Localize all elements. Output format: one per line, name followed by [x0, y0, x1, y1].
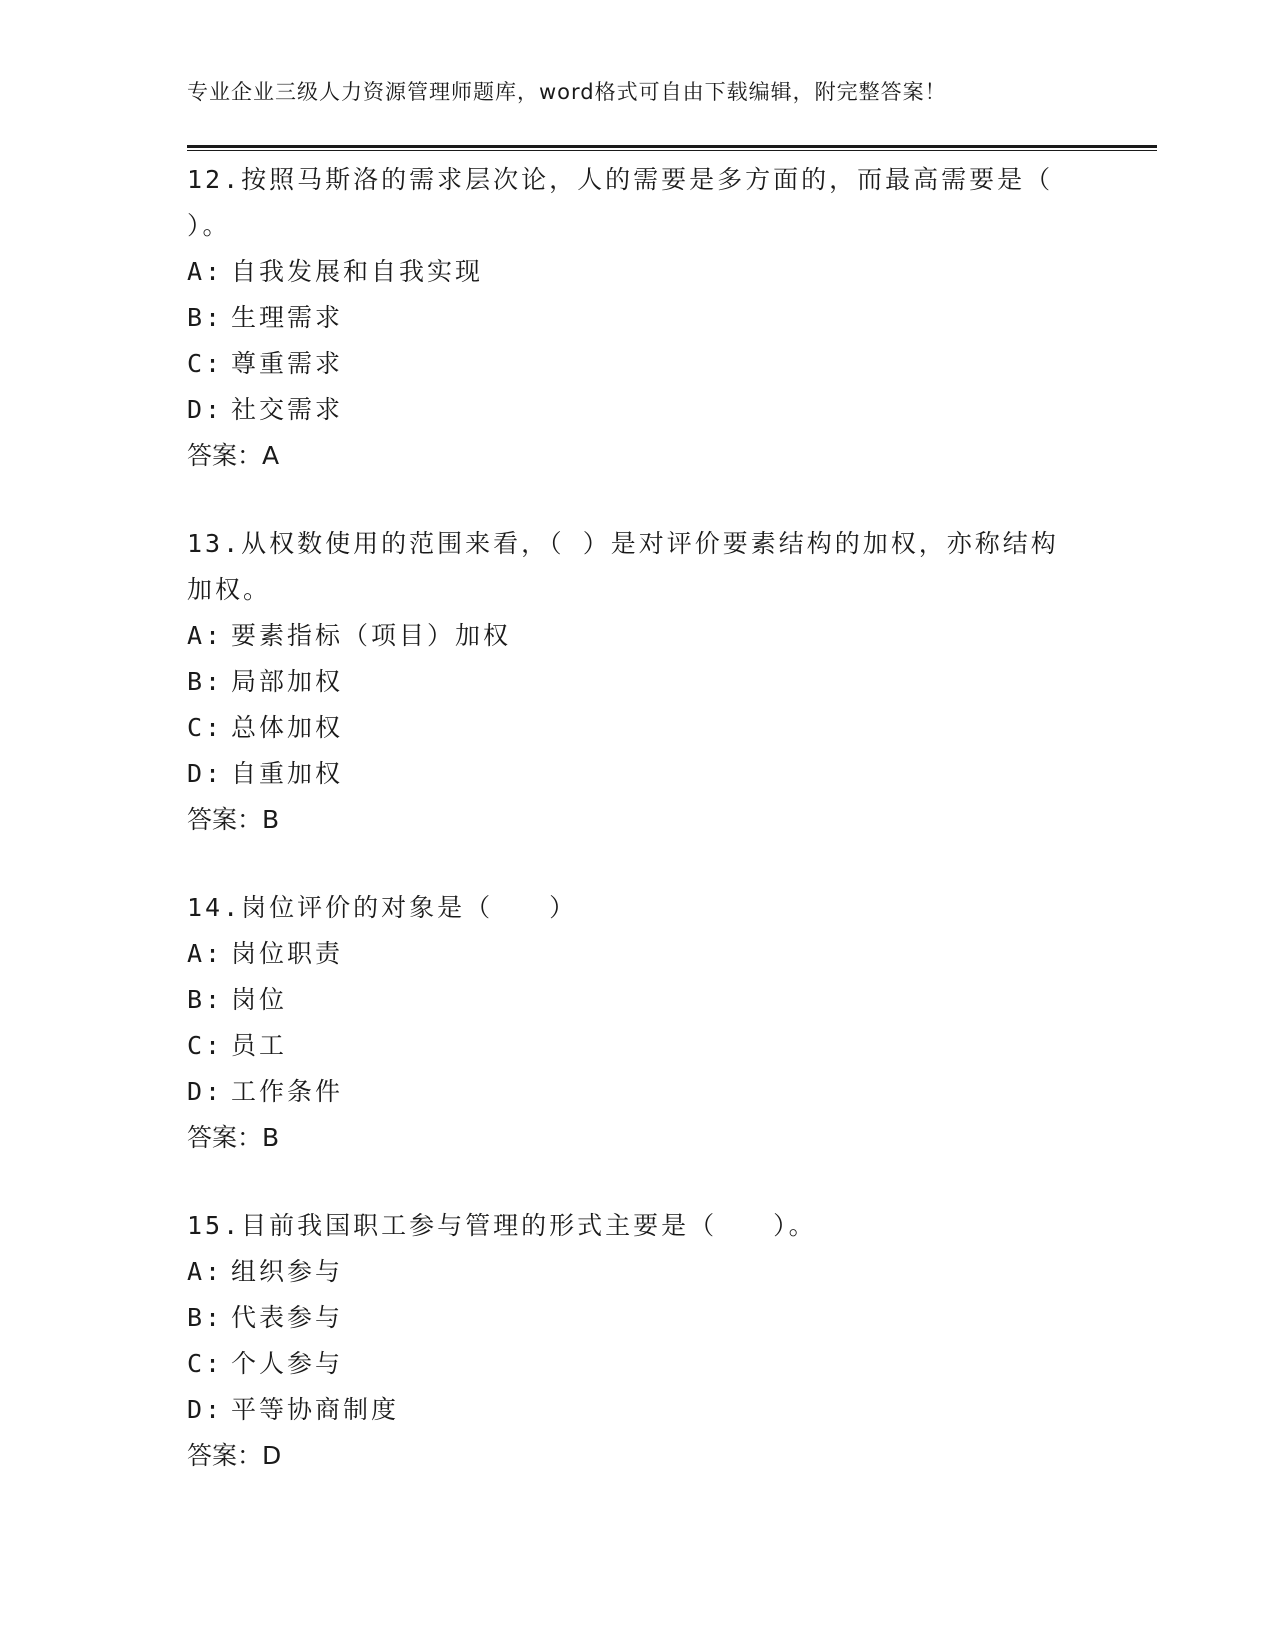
option-text: 岗位职责 — [231, 939, 344, 968]
question-spacer — [187, 1161, 1067, 1203]
option-letter: D: — [187, 759, 224, 788]
option-a — [187, 1249, 1067, 1295]
option-text: 平等协商制度 — [231, 1395, 400, 1424]
option-text: 工作条件 — [231, 1077, 344, 1106]
header-rule-thin — [187, 150, 1157, 151]
option-text: 组织参与 — [231, 1257, 344, 1286]
option-b — [187, 295, 1067, 341]
option-d — [187, 1387, 1067, 1433]
option-d — [187, 751, 1067, 797]
option-text: 要素指标（项目）加权 — [231, 621, 512, 650]
header-rule-thick — [187, 145, 1157, 148]
question-13 — [187, 521, 1067, 843]
question-12 — [187, 157, 1067, 479]
option-text: 自我发展和自我实现 — [231, 257, 484, 286]
option-letter: C: — [187, 1349, 224, 1378]
option-letter: D: — [187, 1395, 224, 1424]
answer-label: 答案：B — [187, 805, 280, 834]
question-stem: 14.岗位评价的对象是（ ） — [187, 893, 578, 922]
option-text: 局部加权 — [231, 667, 344, 696]
option-letter: B: — [187, 985, 224, 1014]
option-letter: A: — [187, 1257, 224, 1286]
option-letter: B: — [187, 303, 224, 332]
option-letter: D: — [187, 1077, 224, 1106]
option-text: 岗位 — [231, 985, 288, 1014]
option-text: 生理需求 — [231, 303, 344, 332]
question-stem: 12.按照马斯洛的需求层次论，人的需要是多方面的，而最高需要是（ ）。 — [187, 165, 1054, 240]
option-a — [187, 613, 1067, 659]
option-letter: B: — [187, 667, 224, 696]
option-b — [187, 977, 1067, 1023]
option-d — [187, 1069, 1067, 1115]
option-b — [187, 659, 1067, 705]
option-c — [187, 1023, 1067, 1069]
option-d — [187, 387, 1067, 433]
option-c — [187, 705, 1067, 751]
option-a — [187, 249, 1067, 295]
question-stem: 15.目前我国职工参与管理的形式主要是（ ）。 — [187, 1211, 817, 1240]
header-rule — [187, 145, 1157, 152]
option-letter: C: — [187, 713, 224, 742]
option-text: 代表参与 — [231, 1303, 344, 1332]
option-letter: A: — [187, 621, 224, 650]
question-15 — [187, 1203, 1067, 1479]
option-text: 自重加权 — [231, 759, 344, 788]
answer-label: 答案：A — [187, 441, 280, 470]
question-14 — [187, 885, 1067, 1161]
answer-label: 答案：B — [187, 1123, 280, 1152]
option-letter: A: — [187, 257, 224, 286]
answer-label: 答案：D — [187, 1441, 282, 1470]
page-header: 专业企业三级人力资源管理师题库，word格式可自由下载编辑，附完整答案！ — [187, 80, 947, 104]
option-text: 社交需求 — [231, 395, 344, 424]
option-c — [187, 1341, 1067, 1387]
option-letter: A: — [187, 939, 224, 968]
question-stem: 13.从权数使用的范围来看，（ ）是对评价要素结构的加权，亦称结构加权。 — [187, 529, 1059, 604]
option-text: 个人参与 — [231, 1349, 344, 1378]
option-c — [187, 341, 1067, 387]
option-text: 尊重需求 — [231, 349, 344, 378]
question-list — [187, 157, 1067, 1479]
option-letter: D: — [187, 395, 224, 424]
question-spacer — [187, 479, 1067, 521]
option-letter: C: — [187, 349, 224, 378]
question-spacer — [187, 843, 1067, 885]
option-letter: C: — [187, 1031, 224, 1060]
option-b — [187, 1295, 1067, 1341]
option-letter: B: — [187, 1303, 224, 1332]
option-text: 总体加权 — [231, 713, 344, 742]
option-a — [187, 931, 1067, 977]
option-text: 员工 — [231, 1031, 288, 1060]
